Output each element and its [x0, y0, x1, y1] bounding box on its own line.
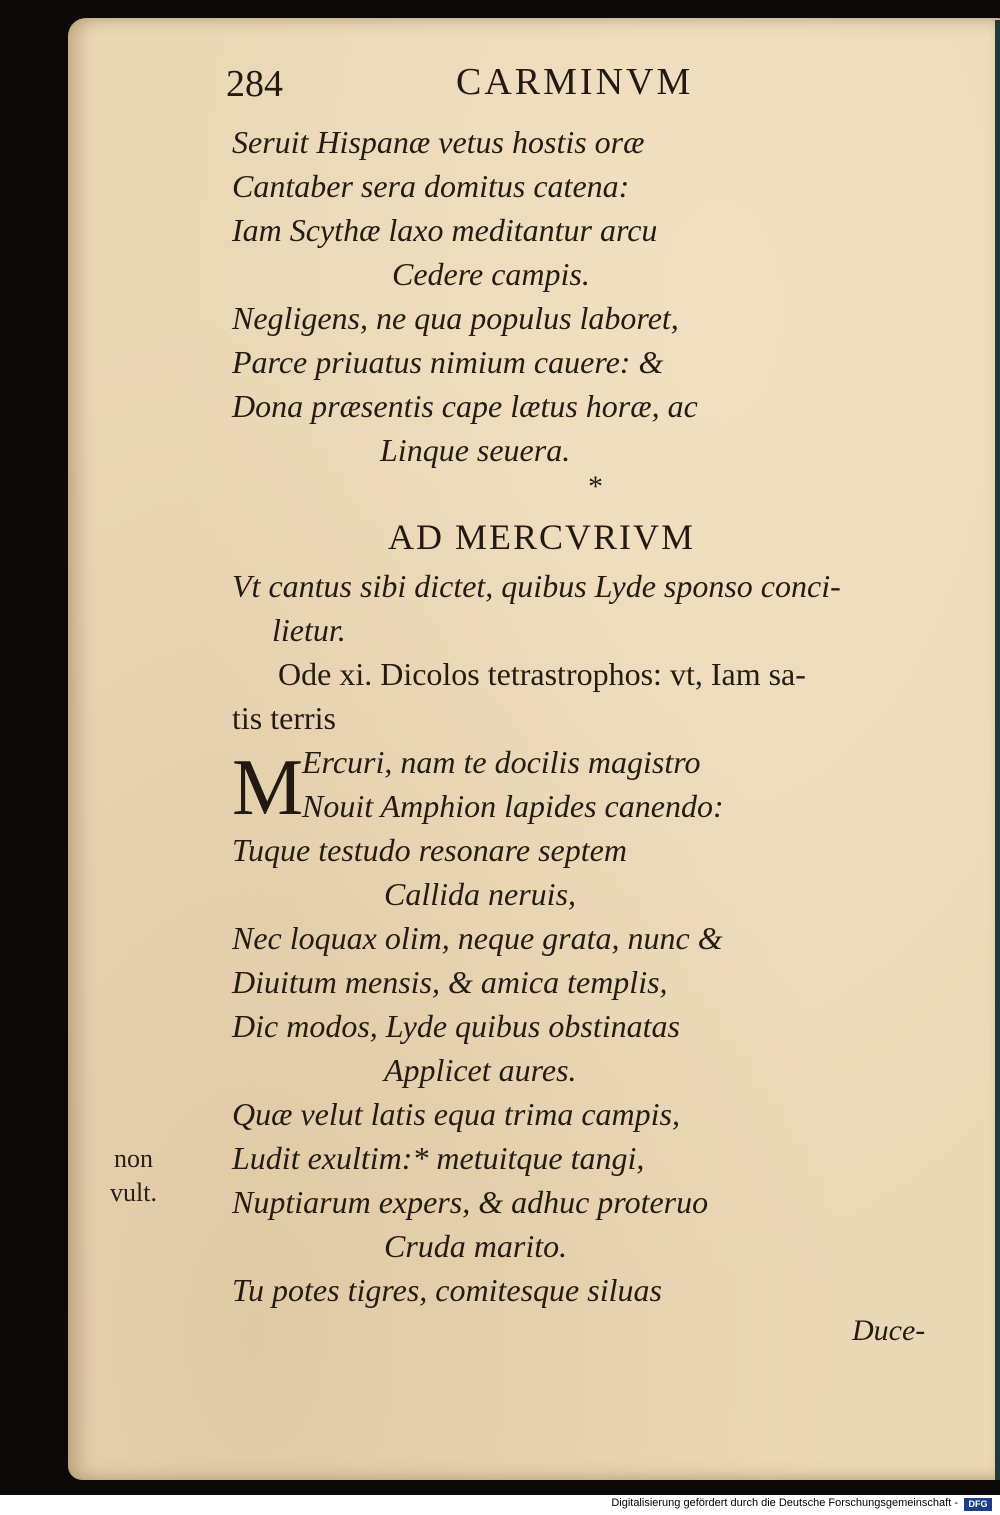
- book-edge: [995, 20, 1000, 1480]
- verse-line: Diuitum mensis, & amica templis,: [232, 964, 668, 1000]
- verse-line: Ercuri, nam te docilis magistro: [302, 744, 701, 780]
- drop-cap: M: [232, 744, 304, 832]
- ode-heading: AD MERCVRIVM: [388, 517, 696, 557]
- running-title: CARMINVM: [456, 61, 694, 103]
- verse-line: Cantaber sera domitus catena:: [232, 168, 630, 204]
- ode-argument: lietur.: [272, 612, 346, 648]
- verse-line: Nuptiarum expers, & adhuc proteruo: [232, 1184, 709, 1220]
- verse-line-indented: Callida neruis,: [384, 876, 577, 912]
- verse-line: Dic modos, Lyde quibus obstinatas: [232, 1008, 680, 1044]
- verse-line-indented: Cedere campis.: [392, 256, 590, 292]
- verse-line-indented: Cruda marito.: [384, 1228, 568, 1264]
- marginal-note: vult.: [110, 1178, 157, 1207]
- ode-argument: Vt cantus sibi dictet, quibus Lyde sponso conci-: [232, 568, 841, 604]
- verse-line: Negligens, ne qua populus laboret,: [232, 300, 679, 336]
- verse-line: Tu potes tigres, comitesque siluas: [232, 1272, 662, 1308]
- verse-line: Iam Scythæ laxo meditantur arcu: [232, 212, 658, 248]
- verse-line-indented: Linque seuera.: [380, 432, 571, 468]
- verse-line: Dona præsentis cape lætus horæ, ac: [232, 388, 698, 424]
- page-header: [0, 60, 1000, 110]
- verse-line: Parce priuatus nimium cauere: &: [232, 344, 664, 380]
- ode-meter-note: Ode xi. Dicolos tetrastrophos: vt, Iam sa-: [278, 656, 806, 692]
- funding-credit: Digitalisierung gefördert durch die Deutsche Forschungsgemeinschaft -: [611, 1497, 958, 1509]
- verse-line-indented: Applicet aures.: [384, 1052, 577, 1088]
- verse-line: Nouit Amphion lapides canendo:: [302, 788, 724, 824]
- digitization-footer: [0, 1495, 1000, 1515]
- dfg-logo: DFG: [964, 1498, 992, 1511]
- verse-line: Tuque testudo resonare septem: [232, 832, 627, 868]
- verse-line: Nec loquax olim, neque grata, nunc &: [232, 920, 723, 956]
- verse-line: Ludit exultim:* metuitque tangi,: [232, 1140, 645, 1176]
- section-separator: *: [588, 470, 603, 503]
- page-number: 284: [226, 63, 283, 105]
- marginal-note: non: [114, 1144, 153, 1173]
- catchword: Duce-: [852, 1314, 926, 1347]
- verse-line: Quæ velut latis equa trima campis,: [232, 1096, 680, 1132]
- ode-meter-note: tis terris: [232, 700, 336, 736]
- verse-line: Seruit Hispanæ vetus hostis oræ: [232, 124, 645, 160]
